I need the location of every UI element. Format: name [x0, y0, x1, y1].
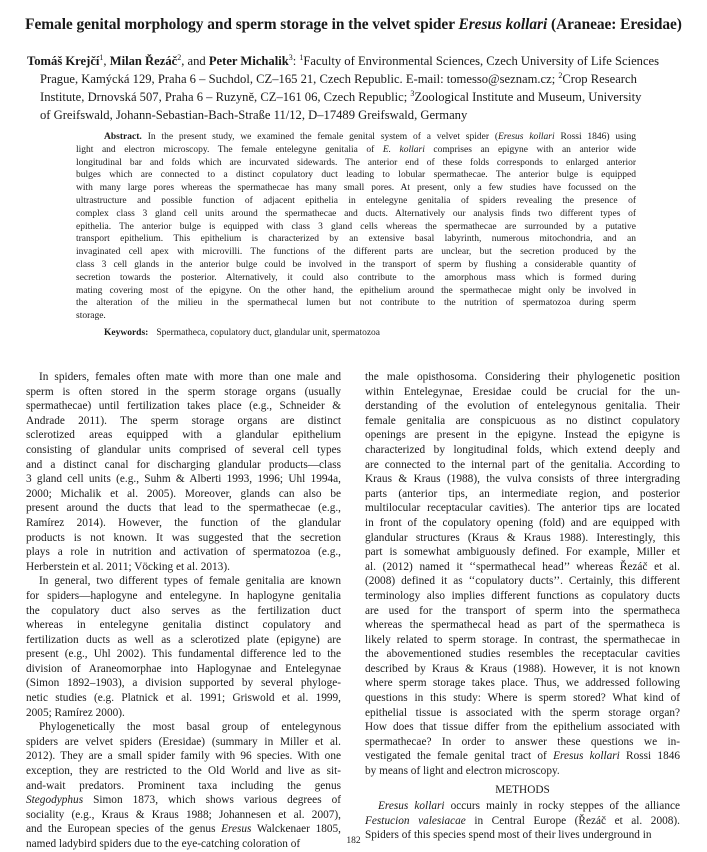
text-line: part is somewhat ambiguously defined. For example, Miller et — [365, 546, 680, 559]
abstract-line: complex class 3 gland cell units around the spermathecae and ducts. Alternatively our analysis finds two different types of — [76, 208, 636, 219]
text-line: the male opisthosoma. Considering their phylogenetic position — [365, 371, 680, 383]
text-line: openings are present in the epigyne. Instead the epigyne is — [365, 429, 680, 442]
text-line: In general, two different types of female genitalia are known — [39, 575, 341, 588]
text-line: likely related to sperm storage. In contrast, the spermathecae in — [365, 633, 680, 646]
author-name: Peter Michalik — [208, 54, 289, 68]
text-line: consisting of glandular units comprised of several cell types — [26, 443, 341, 456]
text-line: within Entelegynae, Eresidae could be crucial for the un- — [365, 385, 680, 398]
abstract-label: Abstract. — [104, 132, 142, 142]
text-line: and a distinct canal for discharging glandular products—class — [26, 458, 341, 471]
text-line: epithelial tissue is associated with the sperm storage organ? — [365, 706, 680, 719]
text-line: characterized by longitudinal folds, which extend deeply and — [365, 443, 680, 456]
text-line: spermathecae? In order to answer these questions we in- — [365, 735, 680, 748]
text-line: for spiders—haplogyne and entelegyne. In haplogyne genitalia — [26, 589, 341, 602]
text-line: where sperm storage takes place. Thus, we addressed following — [365, 677, 680, 690]
text-line: the copulatory duct also serves as the fertilization duct — [26, 604, 341, 617]
text-line: products is not known. It was suggested that the secretion — [26, 531, 341, 544]
text-line: questions in this study: Where is sperm stored? What kind of — [365, 692, 680, 705]
text-line: (2008) defined it as ‘‘copulatory ducts’’. Certainly, this different — [365, 575, 680, 588]
abstract-line: epithelia. The anterior bulge is equipped with class 3 gland cells whereas the spermathecae are surrounded by a putative — [76, 221, 636, 232]
abstract — [76, 131, 636, 323]
text-line: Ramírez 2014). However, the function of the glandular — [26, 516, 341, 529]
keywords — [104, 328, 636, 338]
text-line: Phylogenetically the most basal group of entelegynous — [39, 721, 341, 734]
abstract-line: bulges which are connected to a distinct copulatory duct leading to lobular spermathecae. The anterior bulge is equipped — [76, 170, 636, 181]
text-line: and the European species of the genus Eresus Walckenaer 1805, — [26, 823, 342, 836]
text-line: whereas the spermathecal head as part of the spermatheca is — [365, 619, 680, 632]
text-line: fertilization ducts as well as a sclerotized plate (epigyne) are — [26, 633, 341, 646]
body-column-right — [365, 370, 680, 843]
text-line: 2012). They are a small spider family with 96 species. With one — [26, 750, 341, 763]
abstract-line: mating covering most of the epigyne. On the other hand, the epithelium around the spermathecae might only be involved in — [76, 285, 636, 296]
abstract-line: ultrastructure and possible function of adjacent epithelia in entelegyne genitalia of spiders revealing the presence of — [76, 195, 636, 206]
text-line: present (e.g., Uhl 2002). This fundamental difference led to the — [26, 648, 341, 661]
text-line: present around the ducts that lead to the spermathecae (e.g., — [26, 502, 341, 515]
text-line: plays a role in nutrition and activation of spermatozoa (e.g., — [26, 546, 341, 559]
author-affiliations — [27, 52, 679, 124]
text-line: al. (2012) named it ‘‘spermathecal head’’ whereas Řezáč et al. — [365, 560, 680, 573]
text-line: exception, they are restricted to the Old World and live as sit- — [26, 765, 341, 778]
text-line: spermathecae) until fertilization takes place (e.g., Schneider & — [26, 400, 341, 413]
abstract-line: secretion towards the posterior. Alternatively, it could also contribute to the amorphous mass which is formed during — [76, 272, 636, 283]
text-line: terminology also implies different functions as copulatory ducts — [365, 589, 680, 602]
text-line: are used for the transport of sperm into the spermatheca — [365, 604, 680, 617]
text-line: In spiders, females often mate with more than one male and — [39, 371, 341, 383]
text-line: Eresus kollari occurs mainly in rocky steppes of the alliance — [378, 800, 680, 813]
author-line: Tomáš Krejčí$^1$, Milan Řezáč$^2$, and Peter Michalik$^3$: $^1$Faculty of Environmental Sciences, Czech University of Life Sciences — [27, 53, 660, 68]
author-name: Tomáš Krejčí — [27, 54, 100, 68]
text-line: derstanding of the evolution of entelegynous genitalia. Their — [365, 400, 680, 413]
text-line: Herberstein et al. 2011; Vöcking et al. 2013). — [26, 560, 230, 573]
author-name: Milan Řezáč — [109, 54, 178, 68]
affiliation-line: of Greifswald, Johann-Sebastian-Bach-Straße 11/12, D–17489 Greifswald, Germany — [40, 108, 468, 122]
text-line: are connected to the internal part of the genitalia. According to — [365, 458, 680, 471]
text-line: Festucion valesiacae in Central Europe (Řezáč et al. 2008). — [365, 814, 680, 827]
text-line: sperm is often stored in the sperm storage organs (usually — [26, 385, 341, 398]
text-line: and-wait predators. Prominent taxa including the genus — [26, 779, 341, 792]
text-line: 3 gland cell units (e.g., Suhm & Alberti 1993, 1996; Uhl 1994a, — [26, 473, 341, 486]
text-line: parts (anterior tips, an intermediate region, and posterior — [365, 487, 680, 500]
text-line: (Simon 1892–1903), a division supported by several phyloge- — [26, 677, 341, 690]
text-line: whereas in entelegyne genitalia distinct copulatory and — [26, 619, 341, 632]
title-species: Eresus kollari — [458, 16, 548, 33]
body-column-left — [26, 370, 341, 852]
text-line: Kraus & Kraus (1988), the vulva consists of three intergrading — [365, 473, 680, 486]
text-line: Andrade 2011). The sperm storage organs are distinct — [26, 414, 341, 427]
affiliation-line: Institute, Drnovská 507, Praha 6 – Ruzyně, CZ–161 06, Czech Republic; $^3$Zoological Institute and Museum, University — [40, 89, 642, 104]
text-line: netic studies (e.g. Platnick et al. 1991; Griswold et al. 1999, — [26, 692, 341, 705]
text-line: named ladybird spiders due to the eye-catching coloration of — [26, 838, 301, 850]
text-line: sociality (e.g., Kraus & Kraus 1988; Johannesen et al. 2007), — [26, 808, 341, 821]
keywords-text: Spermatheca, copulatory duct, glandular unit, spermatozoa — [156, 328, 381, 338]
text-line: in front of the copulatory opening (fold) and are equipped with — [365, 516, 680, 529]
abstract-line: longitudinal bar and folds which are incurvated sidewards. The anterior end of these folds corresponds to enlarged anterior — [76, 157, 636, 168]
abstract-line: light and electron microscopy. The female entelegyne genitalia of E. kollari comprises an epigyne with an anterior wide — [76, 144, 637, 155]
text-line: division of Araneomorphae into Haplogynae and Entelegynae — [26, 662, 341, 675]
text-line: Spiders of this species spend most of their lives underground in — [365, 829, 652, 842]
text-line: spiders are velvet spiders (Eresidae) (summary in Miller et al. — [26, 735, 341, 748]
page-number: 182 — [346, 836, 361, 846]
paper-title: Female genital morphology and sperm storage in the velvet spider Eresus kollari (Araneae: Eresidae) — [25, 16, 682, 33]
abstract-line: invaginated cell apex with microvilli. The functions of the different parts are unclear, but the secretion produced by the — [76, 247, 636, 258]
abstract-line: class 3 cell glands in the anterior bulge could be involved in the transport of sperm by flushing a considerable quantity of — [76, 259, 636, 270]
section-heading: METHODS — [495, 783, 550, 796]
text-line: by means of light and electron microscopy. — [365, 765, 560, 778]
text-line: 2005; Ramírez 2000). — [26, 706, 125, 719]
text-line: female genitalia are conspicuous as no distinct copulatory — [365, 414, 680, 427]
abstract-line: the alteration of the milieu in the spermathecal lumen but not contribute to the nutrition of spermatozoa during sperm — [76, 298, 636, 309]
text-line: described by Kraus & Kraus (1988). However, it is not known — [365, 662, 680, 675]
text-line: 2000; Michalik et al. 2005). Moreover, glands can also be — [26, 487, 341, 500]
text-line: the abovementioned studies resembles the receptacular cavities — [365, 648, 680, 661]
affiliation-text: Faculty of Environmental Sciences, Czech University of Life Sciences — [303, 54, 660, 68]
abstract-line: storage. — [76, 311, 106, 322]
text-line: glandular structures (Kraus & Kraus 1988). Interestingly, this — [365, 531, 680, 544]
abstract-line: Abstract. In the present study, we examined the female genital system of a velvet spider (Eresus kollari Rossi 1846) using — [76, 131, 636, 144]
keywords-label: Keywords: — [104, 328, 149, 338]
abstract-line: transport epithelium. This epithelium is characterized by an extensive basal labyrinth, numerous mitochondria, and an — [76, 234, 636, 245]
affiliation-line: Prague, Kamýcká 129, Praha 6 – Suchdol, CZ–165 21, Czech Republic. E-mail: tomesso@seznam.cz; $^2$Crop Research — [40, 71, 637, 86]
text-line: How does that tissue differ from the epithelium associated with — [365, 721, 680, 734]
abstract-line: with many large pores whereas the spermathecae has many small pores. At present, only a few studies have focussed on the — [76, 183, 636, 194]
text-line: Stegodyphus Simon 1873, which shows various degrees of — [26, 794, 341, 807]
text-line: vestigated the female genital tract of Eresus kollari Rossi 1846 — [365, 750, 681, 763]
text-line: multilocular receptacular cavities). The anterior tips are located — [365, 502, 680, 515]
text-line: sclerotized areas equipped with a glandular epithelium — [26, 429, 341, 442]
